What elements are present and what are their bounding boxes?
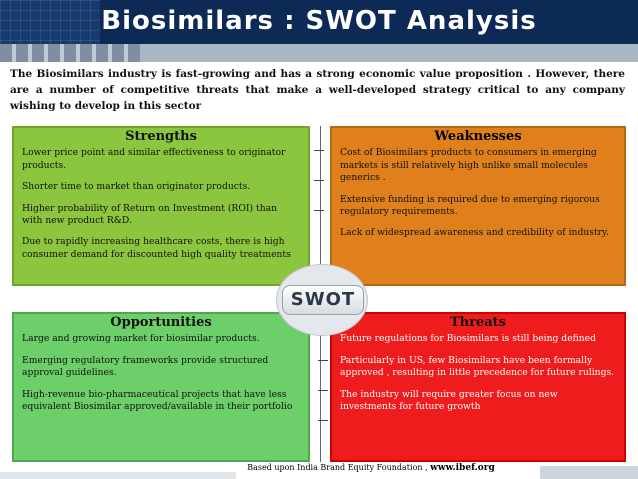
opportunity-item: Emerging regulatory frameworks provide structured approval guidelines. <box>22 354 269 379</box>
slide-title: Biosimilars : SWOT Analysis <box>101 6 537 36</box>
threat-item: Future regulations for Biosimilars is still being defined <box>340 333 596 345</box>
strength-item: Higher probability of Return on Investment (ROI) than with new product R&D. <box>22 202 278 227</box>
strength-item: Lower price point and similar effectiveness to originator products. <box>22 147 286 171</box>
divider-tick <box>318 360 328 361</box>
divider-tick <box>314 180 324 181</box>
strengths-title: Strengths <box>125 129 197 144</box>
weakness-item: Extensive funding is required due to emerging rigorous regulatory requirements. <box>340 193 600 218</box>
divider-tick <box>314 210 324 211</box>
banner-strip-blocks <box>0 44 140 62</box>
swot-badge: SWOT <box>282 285 364 315</box>
strength-item: Due to rapidly increasing healthcare costs, there is high consumer demand for discounted high quality treatments <box>22 236 291 260</box>
source-url: www.ibef.org <box>430 463 495 473</box>
bottom-strip-left <box>0 472 236 479</box>
divider-tick <box>314 150 324 151</box>
threat-item: The industry will require greater focus on new investments for future growth <box>340 388 558 413</box>
strength-item: Shorter time to market than originator products. <box>22 181 251 193</box>
threats-title: Threats <box>450 315 506 330</box>
source-text: Based upon India Brand Equity Foundation , <box>247 463 428 472</box>
divider-tick <box>318 420 328 421</box>
source-footer <box>246 463 496 473</box>
opportunities-title: Opportunities <box>110 315 212 330</box>
opportunity-item: Large and growing market for biosimilar products. <box>22 333 260 345</box>
threat-item: Particularly in US, few Biosimilars have been formally approved , resulting in little precedence for future rulings. <box>340 354 615 379</box>
divider-tick <box>318 390 328 391</box>
threats-box <box>330 312 626 462</box>
weakness-item: Lack of widespread awareness and credibility of industry. <box>340 227 609 239</box>
weaknesses-title: Weaknesses <box>434 129 522 144</box>
weakness-item: Cost of Biosimilars products to consumers in emerging markets is still relatively high unlike small molecules generics . <box>340 147 597 184</box>
intro-paragraph: The Biosimilars industry is fast-growing and has a strong economic value proposition . However, there are a number of competitive threats that make a well-developed strategy critical to any company wishing to develop in this sector <box>10 68 625 112</box>
title-banner <box>0 0 638 62</box>
opportunity-item: High-revenue bio-pharmaceutical projects that have less equivalent Biosimilar approved/available in their portfolio <box>22 388 293 413</box>
strengths-box <box>12 126 310 286</box>
opportunities-box <box>12 312 310 462</box>
weaknesses-box <box>330 126 626 286</box>
bottom-strip-right <box>540 466 638 479</box>
